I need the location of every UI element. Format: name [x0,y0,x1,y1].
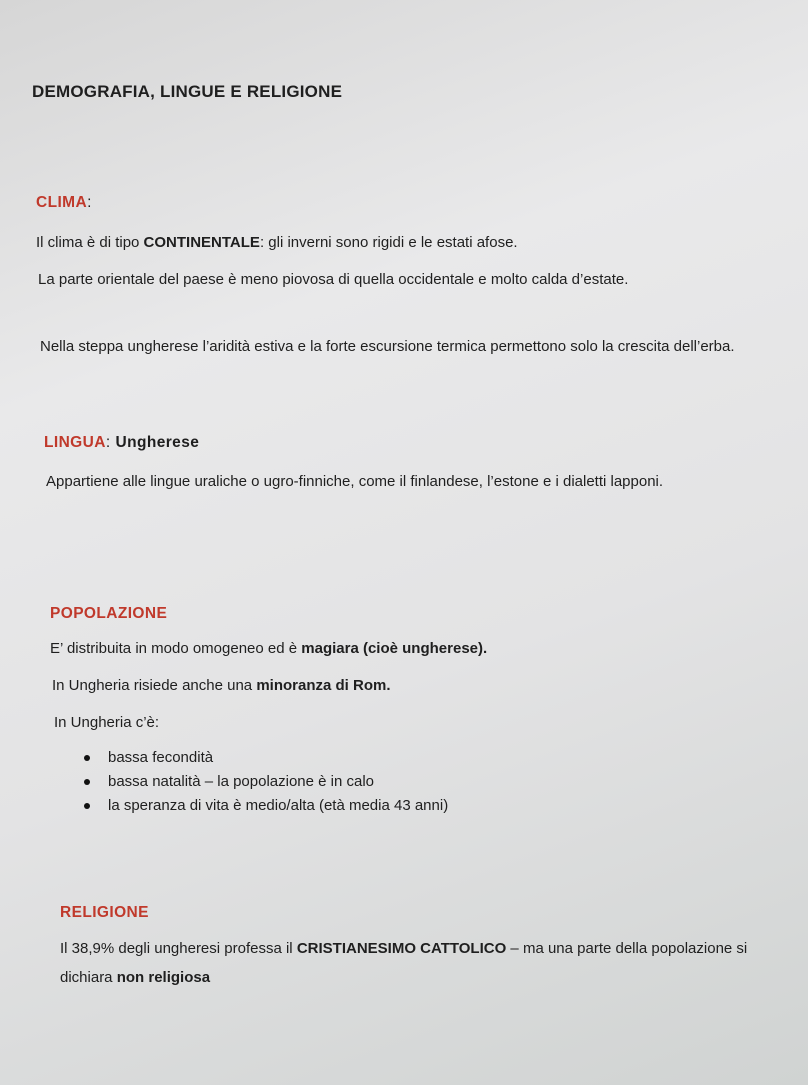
religione-paragraph-1 [60,934,760,992]
popolazione-bullet-list [108,746,728,818]
section-heading-lingua [44,434,199,452]
page-title: DEMOGRAFIA, LINGUE E RELIGIONE [32,82,343,101]
list-item: bassa natalità – la popolazione è in calo [108,770,728,794]
clima-p1-suffix: : gli inverni sono rigidi e le estati afose. [259,234,518,251]
lingua-heading-value: Ungherese [115,434,200,451]
list-item: la speranza di vita è medio/alta (età media 43 anni) [108,794,728,818]
list-item: bassa fecondità [108,746,728,770]
religione-p1-prefix: Il 38,9% degli ungheresi professa il [60,940,297,957]
lingua-heading-label: LINGUA [44,434,106,451]
clima-p1-bold: CONTINENTALE [143,234,260,251]
section-heading-popolazione: POPOLAZIONE [50,605,168,622]
clima-paragraph-3: Nella steppa ungherese l’aridità estiva e la forte escursione termica permettono solo la crescita dell’erba. [40,338,735,355]
clima-paragraph-2: La parte orientale del paese è meno piovosa di quella occidentale e molto calda d’estate. [38,271,629,288]
section-heading-clima [36,194,92,212]
clima-heading-label: CLIMA [36,194,88,211]
clima-p1-prefix: Il clima è di tipo [36,234,144,251]
popolazione-p2-prefix: In Ungheria risiede anche una [52,677,257,694]
religione-p1-bold: CRISTIANESIMO CATTOLICO [296,940,507,957]
lingua-paragraph-1: Appartiene alle lingue uraliche o ugro-finniche, come il finlandese, l’estone e i dialetti lapponi. [46,473,664,490]
religione-p1-bold2: non religiosa [116,969,211,986]
popolazione-paragraph-3: In Ungheria c’è: [54,714,160,731]
clima-paragraph-1 [36,228,776,257]
lingua-heading-colon: : [105,434,111,451]
popolazione-p1-prefix: E’ distribuita in modo omogeneo ed è [50,640,302,657]
section-heading-religione: RELIGIONE [60,904,149,921]
clima-heading-colon: : [87,194,92,211]
popolazione-p2-bold: minoranza di Rom. [256,677,391,694]
popolazione-paragraph-1 [50,634,770,663]
popolazione-p1-bold: magiara (cioè ungherese). [301,640,488,657]
religione-p1-middle: – ma una parte della popolazione si dichiara [60,940,748,986]
popolazione-paragraph-2 [52,671,772,700]
